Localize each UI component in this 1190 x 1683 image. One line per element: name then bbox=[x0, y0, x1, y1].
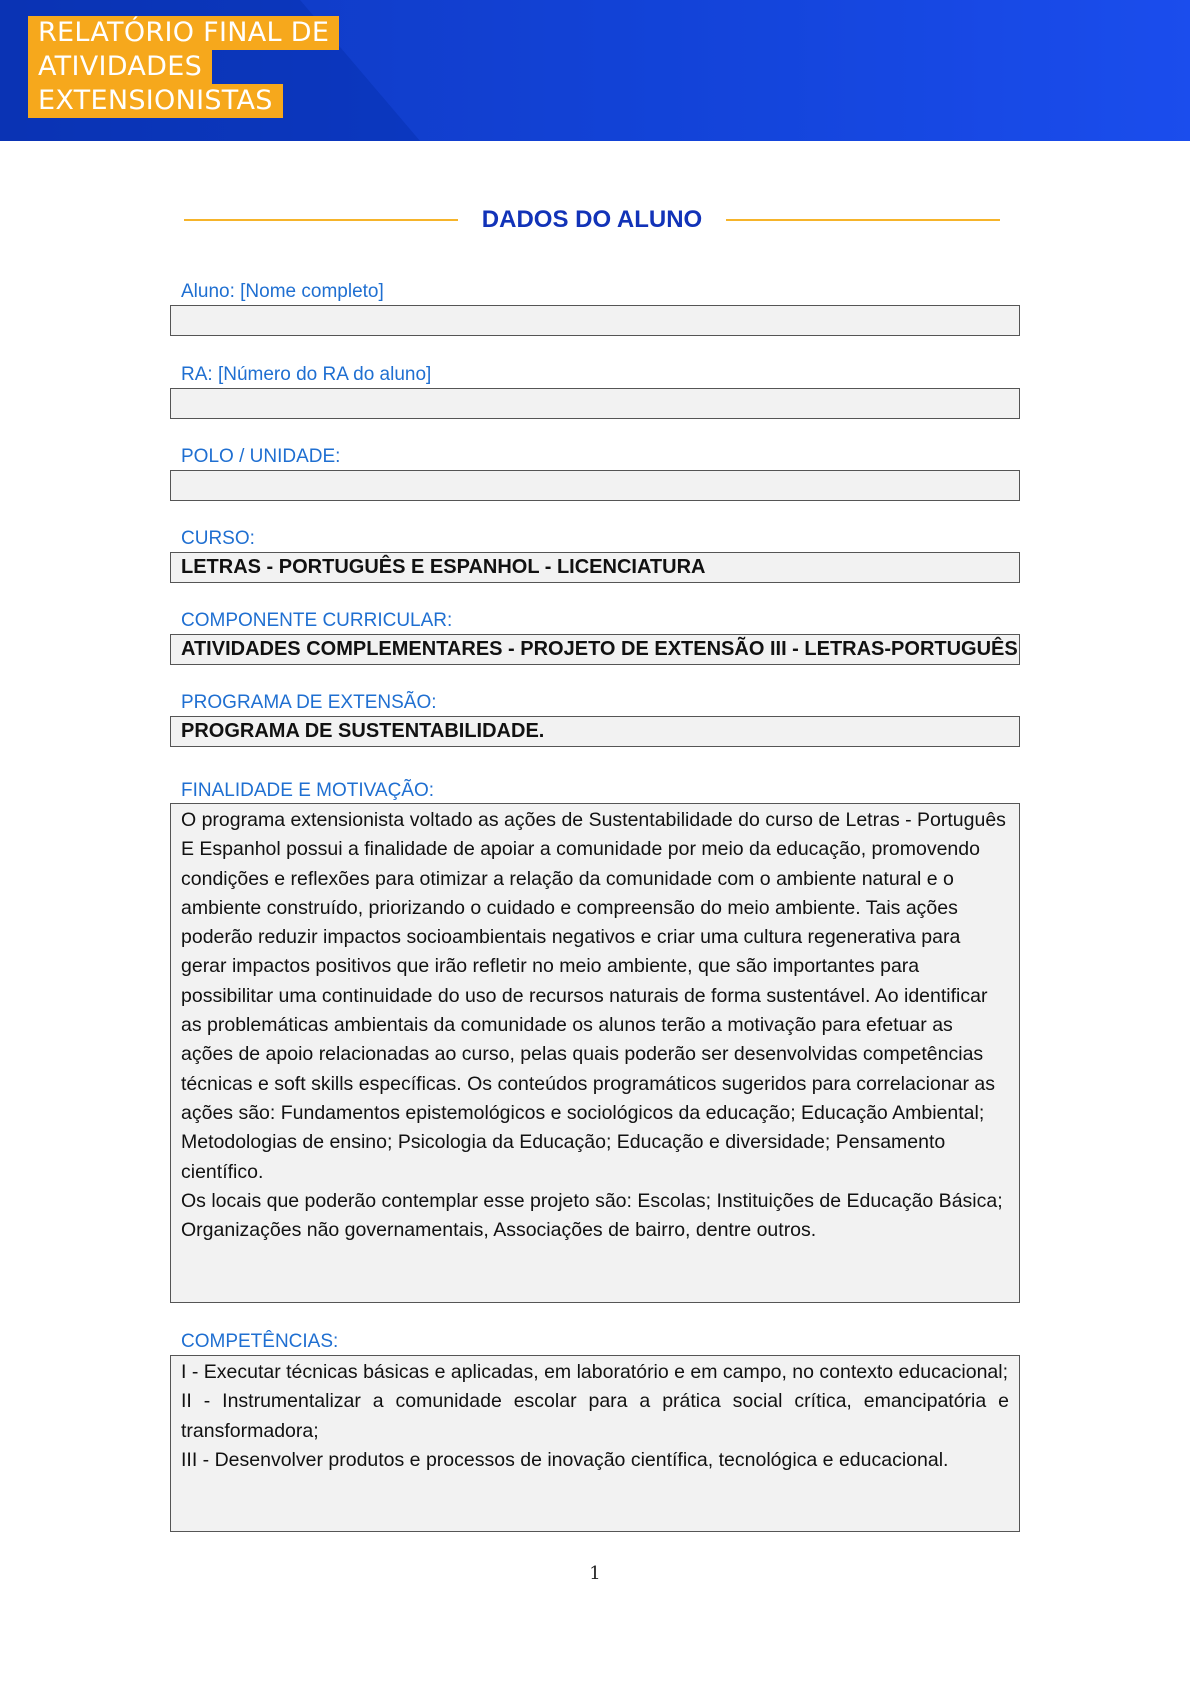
finalidade-label: FINALIDADE E MOTIVAÇÃO: bbox=[181, 780, 435, 801]
heading-rule-right bbox=[726, 219, 1000, 221]
polo-field[interactable] bbox=[170, 470, 1020, 501]
section-title: DADOS DO ALUNO bbox=[481, 206, 703, 233]
competencias-label: COMPETÊNCIAS: bbox=[181, 1331, 339, 1352]
curso-value: LETRAS - PORTUGUÊS E ESPANHOL - LICENCIATURA bbox=[181, 556, 706, 578]
finalidade-paragraph-1: O programa extensionista voltado as ações de Sustentabilidade do curso de Letras - Português E Espanhol possui a finalidade de apoiar a comunidade por meio da educação, promovendo condições e reflexões para otimizar a relação da comunidade com o ambiente natural e o ambiente construído, priorizando o cuidado e compreensão do meio ambiente. Tais ações poderão reduzir impactos socioambientais negativos e criar uma cultura regenerativa para gerar impactos positivos que irão refletir no meio ambiente, que são importantes para possibilitar uma continuidade do uso de recursos naturais de forma sustentável. Ao identificar as problemáticas ambientais da comunidade os alunos terão a motivação para efetuar as ações de apoio relacionadas ao curso, pelas quais poderão ser desenvolvidas competências técnicas e soft skills específicas. Os conteúdos programáticos sugeridos para correlacionar as ações são: Fundamentos epistemológicos e sociológicos da educação; Educação Ambiental; Metodologias de ensino; Psicologia da Educação; Educação e diversidade; Pensamento científico. bbox=[181, 809, 1006, 1183]
curso-label: CURSO: bbox=[181, 528, 255, 549]
heading-rule-left bbox=[184, 219, 458, 221]
competencias-field[interactable] bbox=[170, 1355, 1020, 1532]
programa-label: PROGRAMA DE EXTENSÃO: bbox=[181, 692, 437, 713]
report-title-line-1: RELATÓRIO FINAL DE bbox=[28, 16, 339, 50]
report-title-line-3: EXTENSIONISTAS bbox=[28, 84, 283, 118]
competencias-text bbox=[171, 1356, 1019, 1479]
polo-label: POLO / UNIDADE: bbox=[181, 446, 341, 467]
componente-field[interactable] bbox=[170, 634, 1020, 665]
section-heading bbox=[184, 202, 1000, 238]
report-title-line-2: ATIVIDADES bbox=[28, 50, 212, 84]
ra-label: RA: [Número do RA do aluno] bbox=[181, 364, 432, 385]
aluno-field[interactable] bbox=[170, 305, 1020, 336]
ra-field[interactable] bbox=[170, 388, 1020, 419]
competencia-item-3: III - Desenvolver produtos e processos de inovação científica, tecnológica e educacional. bbox=[181, 1448, 949, 1471]
componente-label: COMPONENTE CURRICULAR: bbox=[181, 610, 453, 631]
report-title bbox=[28, 16, 339, 118]
programa-field[interactable] bbox=[170, 716, 1020, 747]
finalidade-paragraph-2: Os locais que poderão contemplar esse projeto são: Escolas; Instituições de Educação Básica; Organizações não governamentais, Associações de bairro, dentre outros. bbox=[181, 1189, 1003, 1242]
finalidade-field[interactable] bbox=[170, 803, 1020, 1303]
aluno-label: Aluno: [Nome completo] bbox=[181, 281, 384, 302]
header-banner bbox=[0, 0, 1190, 141]
competencia-item-1: I - Executar técnicas básicas e aplicadas, em laboratório e em campo, no contexto educacional; bbox=[181, 1361, 1009, 1383]
componente-value: ATIVIDADES COMPLEMENTARES - PROJETO DE EXTENSÃO III - LETRAS-PORTUGUÊS bbox=[181, 638, 1018, 660]
page-number: 1 bbox=[589, 1563, 601, 1584]
finalidade-text bbox=[171, 804, 1019, 1249]
programa-value: PROGRAMA DE SUSTENTABILIDADE. bbox=[181, 720, 545, 742]
curso-field[interactable] bbox=[170, 552, 1020, 583]
competencia-item-2: II - Instrumentalizar a comunidade escolar para a prática social crítica, emancipatória e transformadora; bbox=[181, 1390, 1009, 1442]
